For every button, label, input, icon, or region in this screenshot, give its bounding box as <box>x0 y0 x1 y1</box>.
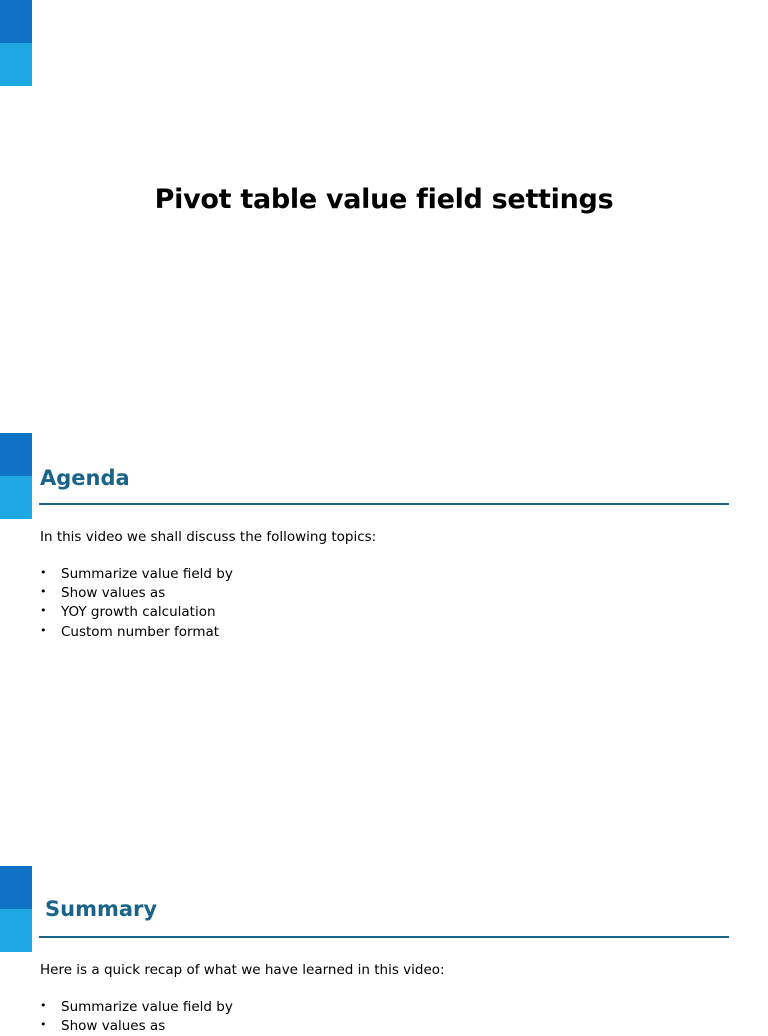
agenda-heading: Agenda <box>40 466 130 490</box>
list-item: • Show values as <box>40 1017 233 1036</box>
summary-list <box>40 998 233 1036</box>
list-item: • Summarize value field by <box>40 998 233 1017</box>
bullet-icon: • <box>40 999 47 1012</box>
bullet-icon: • <box>40 604 47 618</box>
page-title: Pivot table value field settings <box>154 184 614 215</box>
list-item: • Custom number format <box>40 623 233 642</box>
bullet-icon: • <box>40 1018 47 1032</box>
accent-block-light <box>0 43 32 86</box>
slide-accent-bar <box>0 866 32 952</box>
heading-divider <box>39 503 729 505</box>
accent-block-dark <box>0 433 32 476</box>
title-slide <box>0 0 768 432</box>
summary-intro: Here is a quick recap of what we have learned in this video: <box>40 962 445 978</box>
bullet-icon: • <box>40 566 47 579</box>
agenda-intro: In this video we shall discuss the following topics: <box>40 529 377 545</box>
list-item: • YOY growth calculation <box>40 603 233 622</box>
slide-accent-bar <box>0 0 32 86</box>
agenda-list <box>40 565 233 642</box>
accent-block-light <box>0 476 32 519</box>
accent-block-dark <box>0 0 32 43</box>
agenda-slide <box>0 432 768 864</box>
list-item: • Show values as <box>40 584 233 603</box>
summary-heading: Summary <box>45 897 158 921</box>
slide-accent-bar <box>0 433 32 519</box>
heading-divider <box>39 936 729 938</box>
bullet-icon: • <box>40 585 47 599</box>
summary-slide <box>0 865 768 1035</box>
accent-block-light <box>0 909 32 952</box>
accent-block-dark <box>0 866 32 909</box>
bullet-icon: • <box>40 623 47 637</box>
list-item: • Summarize value field by <box>40 565 233 584</box>
